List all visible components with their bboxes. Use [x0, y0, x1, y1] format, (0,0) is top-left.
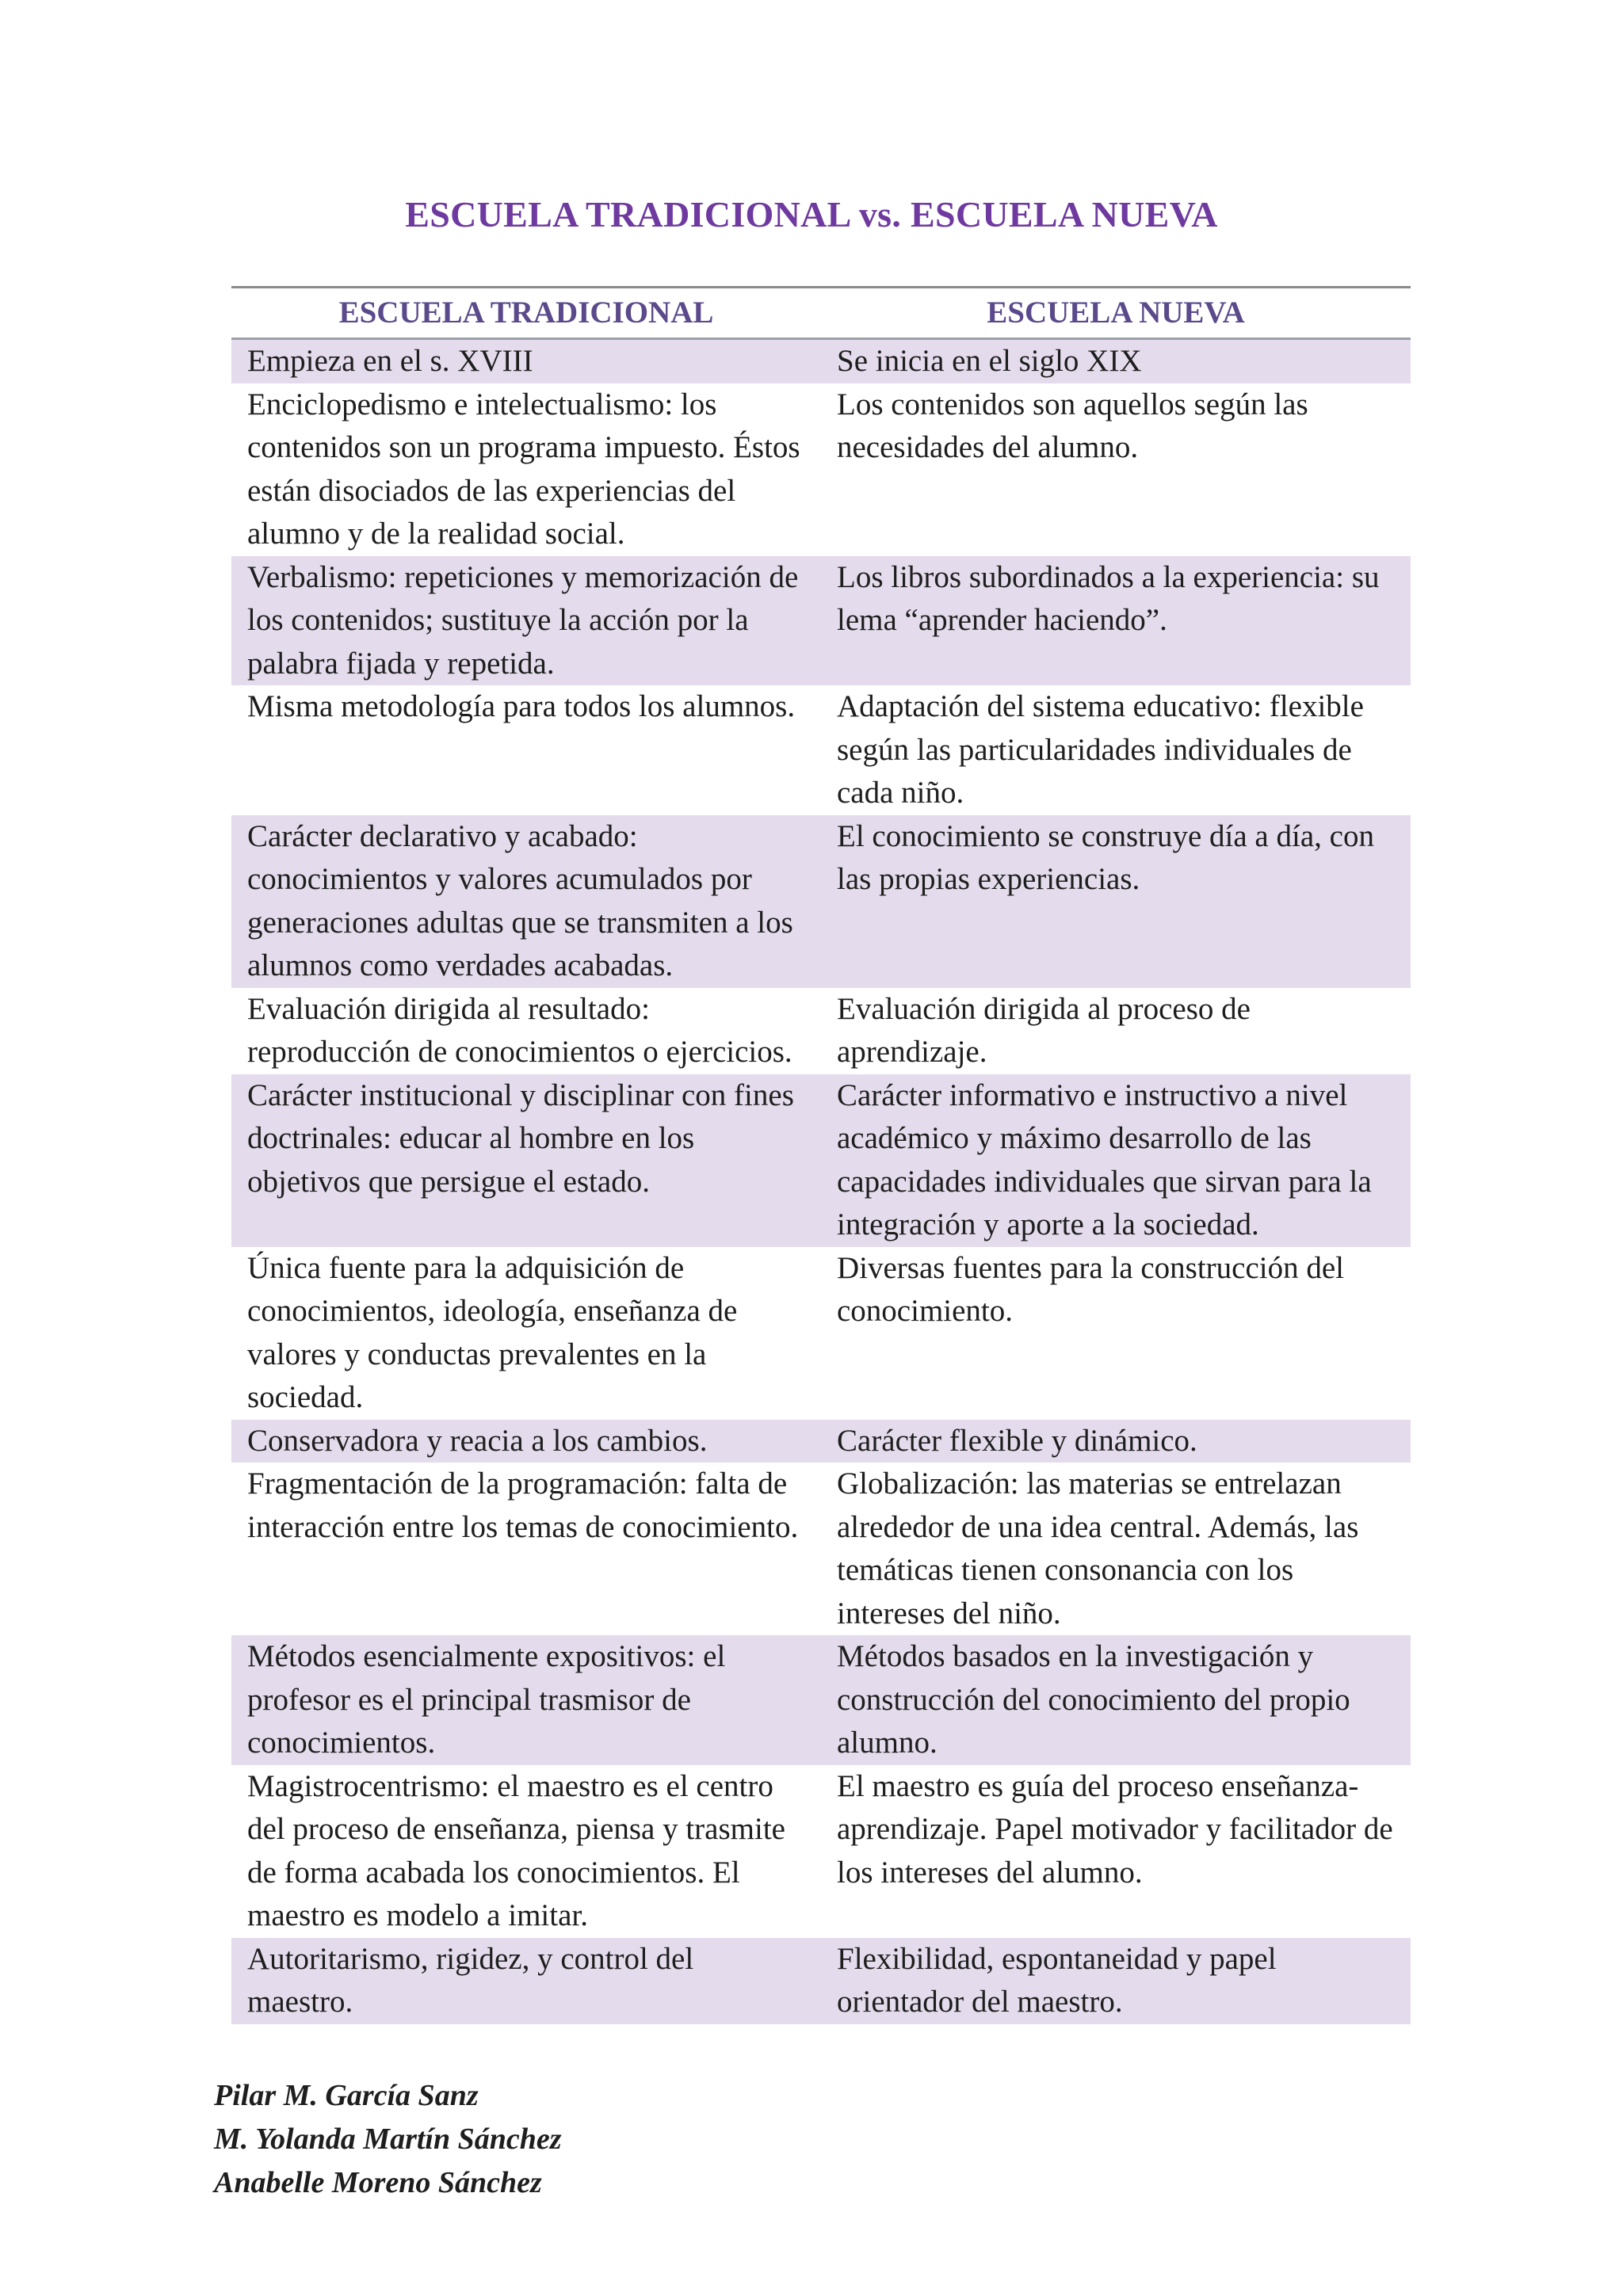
table-row	[231, 815, 1411, 988]
table-row	[231, 1247, 1411, 1420]
page-title: ESCUELA TRADICIONAL vs. ESCUELA NUEVA	[405, 194, 1218, 235]
table-row	[231, 988, 1411, 1074]
cell-tradicional: Carácter declarativo y acabado: conocimientos y valores acumulados por generaciones adultas que se transmiten a los alumnos como verdades acabadas.	[247, 818, 793, 982]
table-header-row	[231, 288, 1411, 340]
table-row	[231, 383, 1411, 556]
cell-tradicional: Métodos esencialmente expositivos: el profesor es el principal trasmisor de conocimientos.	[247, 1639, 726, 1760]
table-row	[231, 1635, 1411, 1765]
author-name: Pilar M. García Sanz	[214, 2079, 479, 2112]
cell-nueva: Los contenidos son aquellos según las necesidades del alumno.	[837, 387, 1308, 464]
cell-tradicional: Empieza en el s. XVIII	[247, 344, 533, 378]
cell-tradicional: Carácter institucional y disciplinar con fines doctrinales: educar al hombre en los objetivos que persigue el estado.	[247, 1077, 794, 1199]
cell-nueva: Los libros subordinados a la experiencia: su lema “aprender haciendo”.	[837, 559, 1380, 637]
cell-nueva: Evaluación dirigida al proceso de aprendizaje.	[837, 991, 1251, 1069]
table-row	[231, 1463, 1411, 1635]
cell-tradicional: Única fuente para la adquisición de conocimientos, ideología, enseñanza de valores y conductas prevalentes en la sociedad.	[247, 1250, 738, 1414]
cell-tradicional: Fragmentación de la programación: falta de interacción entre los temas de conocimiento.	[247, 1466, 799, 1544]
cell-tradicional: Magistrocentrismo: el maestro es el centro del proceso de enseñanza, piensa y trasmite de forma acabada los conocimientos. El maestro es modelo a imitar.	[247, 1768, 785, 1932]
cell-nueva: Adaptación del sistema educativo: flexible según las particularidades individuales de cada niño.	[837, 689, 1364, 810]
table-row	[231, 1420, 1411, 1463]
table-row	[231, 340, 1411, 383]
cell-nueva: Diversas fuentes para la construcción del conocimiento.	[837, 1250, 1344, 1328]
cell-nueva: Flexibilidad, espontaneidad y papel orientador del maestro.	[837, 1941, 1277, 2019]
cell-tradicional: Verbalismo: repeticiones y memorización de los contenidos; sustituye la acción por la palabra fijada y repetida.	[247, 559, 799, 681]
table-row	[231, 1074, 1411, 1247]
cell-nueva: Se inicia en el siglo XIX	[837, 344, 1142, 378]
cell-tradicional: Misma metodología para todos los alumnos.	[247, 689, 796, 723]
header-escuela-nueva: ESCUELA NUEVA	[987, 295, 1245, 330]
table-body	[231, 340, 1411, 2024]
author-name: Anabelle Moreno Sánchez	[214, 2166, 542, 2199]
cell-nueva: Carácter flexible y dinámico.	[837, 1423, 1197, 1458]
comparison-table	[231, 286, 1411, 2024]
cell-nueva: El maestro es guía del proceso enseñanza-aprendizaje. Papel motivador y facilitador de los intereses del alumno.	[837, 1768, 1393, 1890]
header-escuela-tradicional: ESCUELA TRADICIONAL	[338, 295, 714, 330]
table-row	[231, 1765, 1411, 1938]
cell-nueva: El conocimiento se construye día a día, con las propias experiencias.	[837, 818, 1374, 896]
author-name: M. Yolanda Martín Sánchez	[214, 2122, 562, 2156]
table-row	[231, 1938, 1411, 2024]
authors-block	[214, 2074, 562, 2205]
table-row	[231, 685, 1411, 815]
cell-tradicional: Evaluación dirigida al resultado: reproducción de conocimientos o ejercicios.	[247, 991, 792, 1069]
cell-nueva: Métodos basados en la investigación y construcción del conocimiento del propio alumno.	[837, 1639, 1350, 1760]
cell-tradicional: Enciclopedismo e intelectualismo: los contenidos son un programa impuesto. Éstos están disociados de las experiencias del alumno y de la realidad social.	[247, 387, 800, 551]
cell-tradicional: Conservadora y reacia a los cambios.	[247, 1423, 708, 1458]
table-row	[231, 556, 1411, 686]
cell-nueva: Globalización: las materias se entrelazan alrededor de una idea central. Además, las temáticas tienen consonancia con los intereses del niño.	[837, 1466, 1359, 1630]
cell-nueva: Carácter informativo e instructivo a nivel académico y máximo desarrollo de las capacidades individuales que sirvan para la integración y aporte a la sociedad.	[837, 1077, 1372, 1241]
cell-tradicional: Autoritarismo, rigidez, y control del maestro.	[247, 1941, 694, 2019]
